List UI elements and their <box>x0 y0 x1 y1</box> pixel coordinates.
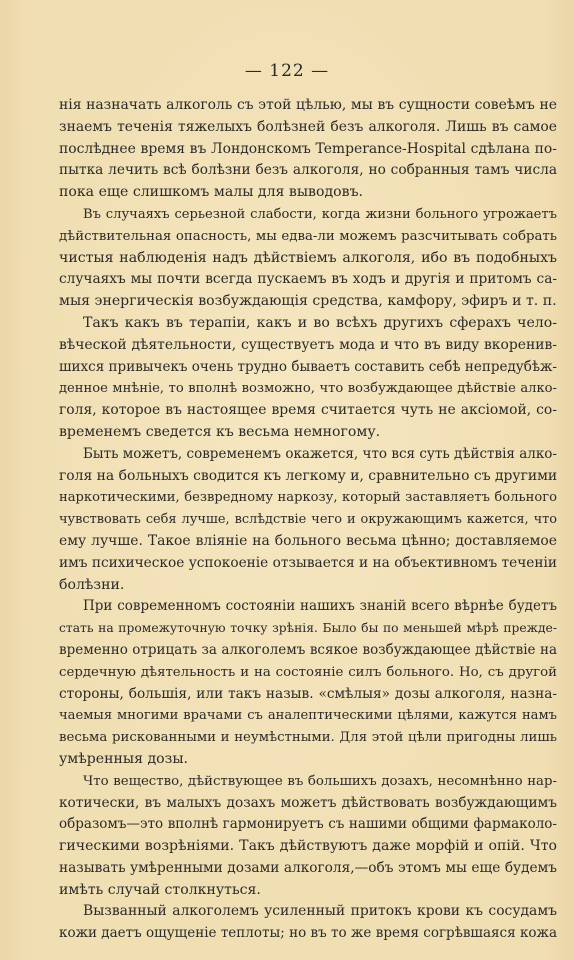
text-line: Быть можетъ, современемъ окажется, что вся суть дѣйствія алко- <box>83 445 557 462</box>
text-line: Такъ какъ въ терапіи, какъ и во всѣхъ другихъ сферахъ чело- <box>83 314 557 331</box>
text-line: гическими возрѣніями. Такъ дѣйствуютъ даже морфій и опій. Что <box>59 838 557 855</box>
text-line: чистыя наблюденія надъ дѣйствіемъ алкоголя, ибо въ подобныхъ <box>59 249 557 266</box>
text-line: имѣть случай столкнуться. <box>59 881 261 898</box>
text-line: мыя энергическія возбуждающія средства, камфору, эфиръ и т. п. <box>59 293 557 310</box>
text-line: стороны, большія, или такъ назыв. «смѣлыя» дозы алкоголя, назна- <box>59 685 557 702</box>
text-line: болѣзни. <box>59 576 125 593</box>
text-line: временемъ сведется къ весьма немногому. <box>59 423 381 440</box>
text-line: пока еще слишкомъ малы для выводовъ. <box>59 184 364 201</box>
text-line: голя на больныхъ сводится къ легкому и, сравнительно съ другими <box>59 467 557 484</box>
text-line: случаяхъ мы почти всегда пускаемъ въ ходъ и другія и притомъ са- <box>59 271 557 288</box>
text-line: вѣческой дѣятельности, существуетъ мода и что въ виду вкоренив- <box>59 336 557 353</box>
text-line: пытка лечить всѣ болѣзни безъ алкоголя, но собранныя тамъ числа <box>59 162 557 179</box>
text-line: Что вещество, дѣйствующее въ большихъ дозахъ, несомнѣнно нар- <box>83 773 557 789</box>
text-line: весьма рискованными и неумѣстными. Для этой цѣли пригодны лишь <box>59 730 557 746</box>
text-line: чаемыя многими врачами съ аналептическими цѣлями, кажутся намъ <box>59 708 557 724</box>
text-line: называть умѣренными дозами алкоголя,—объ этомъ мы еще будемъ <box>59 859 557 876</box>
text-line: наркотическими, безвредному наркозу, который заставляетъ больного <box>59 490 557 506</box>
text-line: временно отрицать за алкоголемъ всякое возбуждающее дѣйствіе на <box>59 641 557 658</box>
text-line: сердечную дѣятельность и на состояніе силъ больного. Но, съ другой <box>59 664 557 680</box>
text-line: шихся привычекъ очень трудно бываетъ составить себѣ непредубѣж- <box>59 358 557 375</box>
text-line: голя, которое въ настоящее время считается чуть не аксіомой, со- <box>59 402 557 419</box>
text-line: кожи даетъ ощущеніе теплоты; но въ то же время согрѣвшаяся кожа <box>59 925 557 942</box>
text-line: Вызванный алкоголемъ усиленный притокъ крови къ сосудамъ <box>83 903 557 920</box>
text-line: послѣднее время въ Лондонскомъ Temperance-Hospital сдѣлана по- <box>59 140 557 157</box>
text-line: При современномъ состояніи нашихъ знаній всего вѣрнѣе будетъ <box>83 598 557 615</box>
text-line: имъ психическое успокоеніе отзывается и на объективномъ теченіи <box>59 554 557 571</box>
text-line: образомъ—это вполнѣ гармонируетъ съ нашими общими фармаколо- <box>59 816 557 833</box>
page-number: — 122 — <box>244 61 330 81</box>
text-line: нія назначать алкоголь съ этой цѣлью, мы въ сущности совеѣмъ не <box>59 97 557 113</box>
text-line: умѣренныя дозы. <box>59 750 189 767</box>
text-line: Въ случаяхъ серьезной слабости, когда жизни больного угрожаетъ <box>83 206 557 222</box>
text-line: котически, въ малыхъ дозахъ можетъ дѣйствовать возбуждающимъ <box>59 794 557 811</box>
text-line: стать на промежуточную точку зрѣнія. Было бы по меньшей мѣрѣ прежде- <box>59 621 557 636</box>
text-line: чувствовать себя лучше, вслѣдствіе чего и окружающимъ кажется, что <box>59 512 557 528</box>
text-line: знаемъ теченія тяжелыхъ болѣзней безъ алкоголя. Лишь въ самое <box>59 118 557 135</box>
body-text <box>59 95 557 945</box>
text-line: дѣйствительная опасность, мы едва-ли можемъ разсчитывать собрать <box>59 228 557 244</box>
text-line: денное мнѣніе, то вполнѣ возможно, что возбуждающее дѣйствіе алко- <box>59 381 557 397</box>
text-line: ему лучше. Такое вліяніе на больного весьма цѣнно; доставляемое <box>59 532 557 549</box>
